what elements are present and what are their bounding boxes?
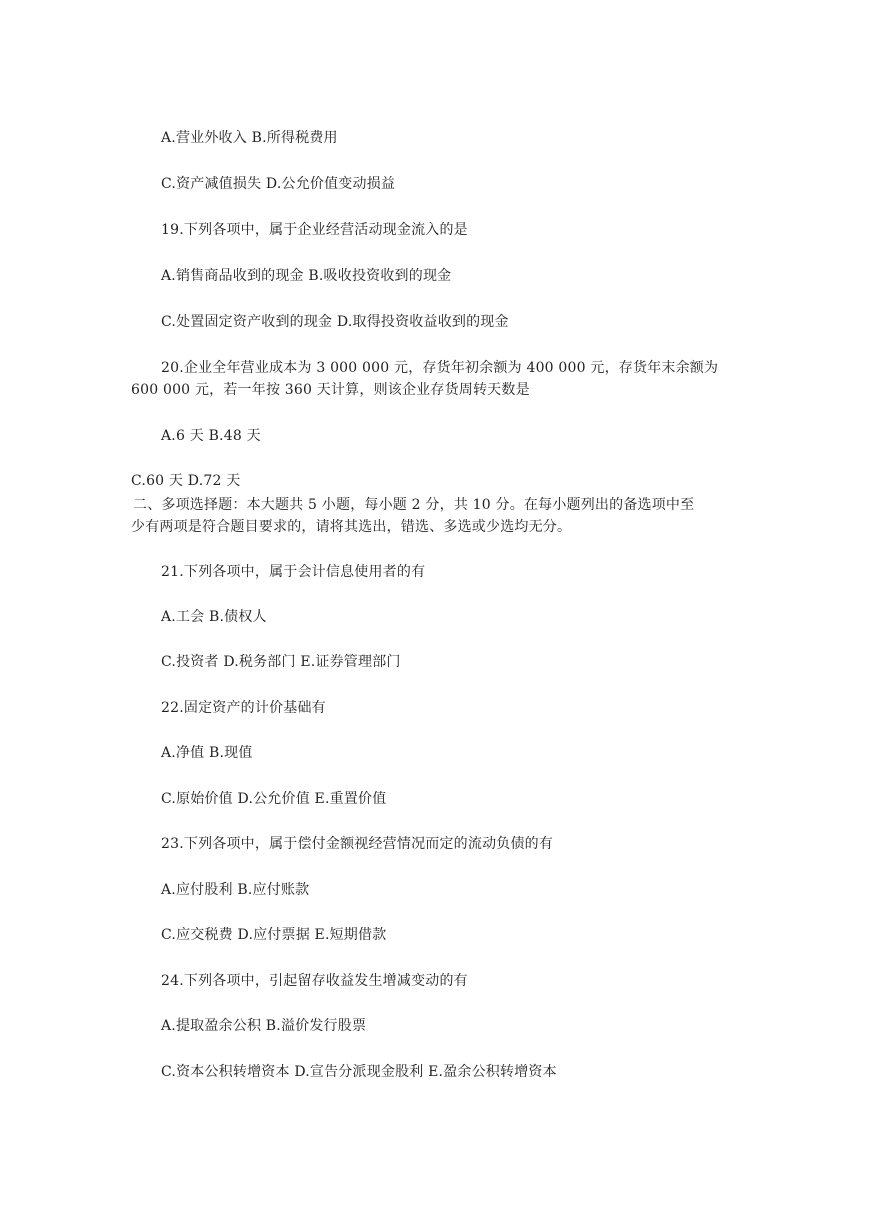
section-heading-line-1: 二、多项选择题：本大题共 5 小题，每小题 2 分，共 10 分。在每小题列出的备选项中至 — [133, 497, 695, 513]
option-line-18-ab: A.营业外收入 B.所得税费用 — [161, 130, 338, 146]
option-line-21-cde: C.投资者 D.税务部门 E.证券管理部门 — [161, 654, 401, 670]
question-24: 24.下列各项中，引起留存收益发生增减变动的有 — [161, 973, 468, 989]
option-line-20-cd: C.60 天 D.72 天 — [131, 473, 241, 489]
option-line-19-ab: A.销售商品收到的现金 B.吸收投资收到的现金 — [161, 268, 452, 284]
question-23: 23.下列各项中，属于偿付金额视经营情况而定的流动负债的有 — [161, 836, 554, 852]
option-line-24-cde: C.资本公积转增资本 D.宣告分派现金股利 E.盈余公积转增资本 — [161, 1064, 557, 1080]
option-line-23-cde: C.应交税费 D.应付票据 E.短期借款 — [161, 927, 387, 943]
question-22: 22.固定资产的计价基础有 — [161, 700, 326, 716]
question-20-line-1: 20.企业全年营业成本为 3 000 000 元，存货年初余额为 400 000 元，存货年末余额为 — [161, 360, 719, 376]
section-heading-line-2: 少有两项是符合题目要求的，请将其选出，错选、多选或少选均无分。 — [131, 519, 572, 535]
question-19: 19.下列各项中，属于企业经营活动现金流入的是 — [161, 222, 468, 238]
option-line-21-ab: A.工会 B.债权人 — [161, 609, 267, 625]
question-21: 21.下列各项中，属于会计信息使用者的有 — [161, 564, 426, 580]
option-line-22-cde: C.原始价值 D.公允价值 E.重置价值 — [161, 791, 387, 807]
option-line-18-cd: C.资产减值损失 D.公允价值变动损益 — [161, 176, 396, 192]
question-20-line-2: 600 000 元，若一年按 360 天计算，则该企业存货周转天数是 — [131, 382, 530, 398]
option-line-20-ab: A.6 天 B.48 天 — [161, 428, 261, 444]
option-line-23-ab: A.应付股利 B.应付账款 — [161, 882, 310, 898]
option-line-22-ab: A.净值 B.现值 — [161, 745, 253, 761]
option-line-19-cd: C.处置固定资产收到的现金 D.取得投资收益收到的现金 — [161, 314, 509, 330]
option-line-24-ab: A.提取盈余公积 B.溢价发行股票 — [161, 1018, 367, 1034]
